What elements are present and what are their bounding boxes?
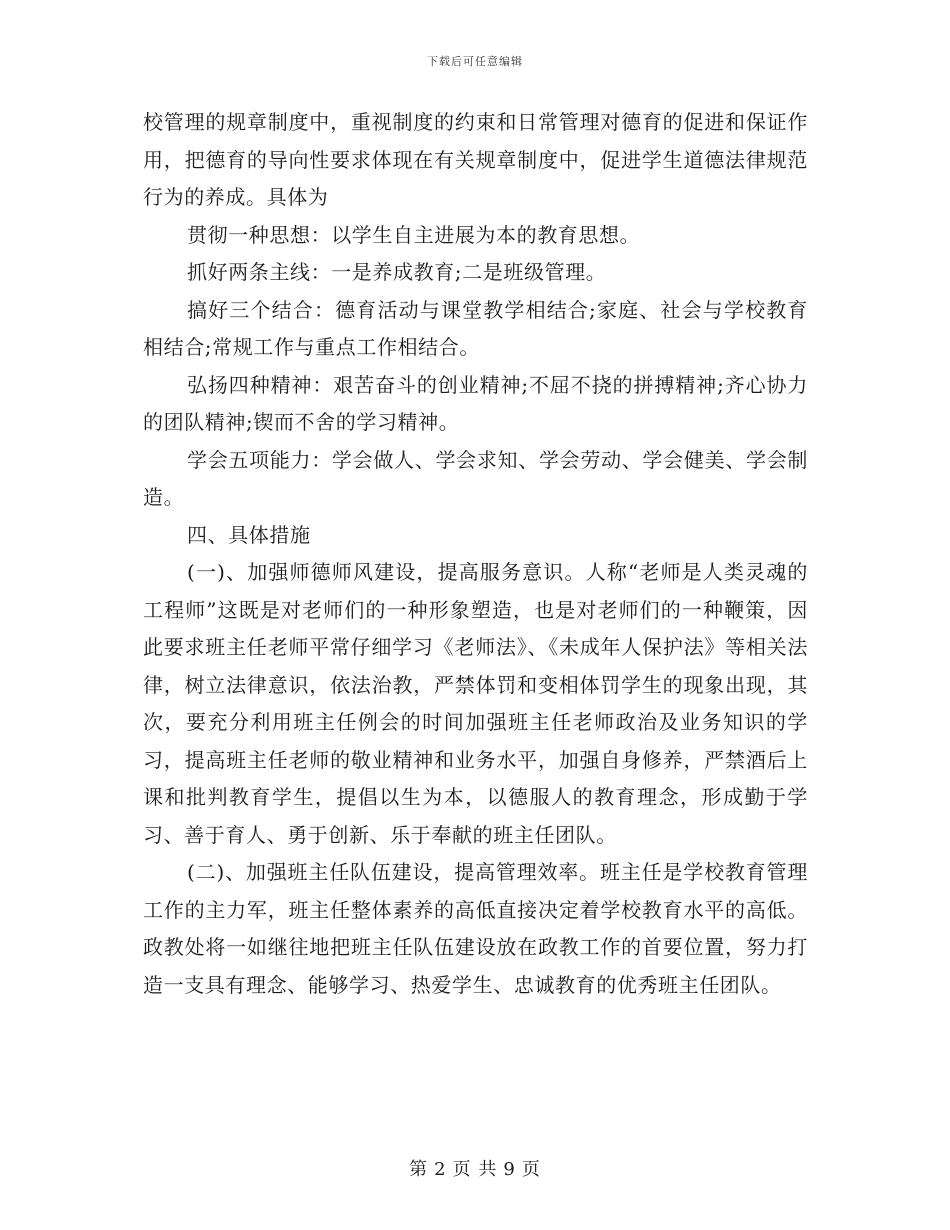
paragraph-continuation: 校管理的规章制度中，重视制度的约束和日常管理对德育的促进和保证作用，把德育的导向性要求体现在有关规章制度中，促进学生道德法律规范行为的养成。具体为 — [143, 110, 808, 209]
paragraph-measure-one: (一)、加强师德师风建设，提高服务意识。人称“老师是人类灵魂的工程师”这既是对老师们的一种形象塑造，也是对老师们的一种鞭策，因此要求班主任老师平常仔细学习《老师法》、《未成年人保护法》等相关法律，树立法律意识，依法治教，严禁体罚和变相体罚学生的现象出现，其次，要充分利用班主任例会的时间加强班主任老师政治及业务知识的学习，提高班主任老师的敬业精神和业务水平，加强自身修养，严禁酒后上课和批判教育学生，提倡以生为本，以德服人的教育理念，形成勤于学习、善于育人、勇于创新、乐于奉献的班主任团队。 — [143, 560, 808, 847]
paragraph-one-thought: 贯彻一种思想：以学生自主进展为本的教育思想。 — [187, 222, 641, 247]
paragraph-two-lines: 抓好两条主线：一是养成教育;二是班级管理。 — [187, 260, 607, 284]
paragraph-four-spirits: 弘扬四种精神：艰苦奋斗的创业精神;不屈不挠的拼搏精神;齐心协力的团队精神;锲而不舍的学习精神。 — [143, 372, 808, 434]
paragraph-five-abilities: 学会五项能力：学会做人、学会求知、学会劳动、学会健美、学会制造。 — [143, 447, 808, 509]
footer-total-pages: 9 — [503, 1159, 516, 1180]
footer-suffix: 页 — [521, 1159, 541, 1180]
paragraph-measure-two: (二)、加强班主任队伍建设，提高管理效率。班主任是学校教育管理工作的主力军，班主任整体素养的高低直接决定着学校教育水平的高低。政教处将一如继往地把班主任队伍建设放在政教工作的首要位置，努力打造一支具有理念、能够学习、热爱学生、忠诚教育的优秀班主任团队。 — [143, 860, 808, 997]
footer-page-number: 2 — [434, 1159, 447, 1180]
footer-middle: 页 共 — [452, 1159, 498, 1180]
document-body — [143, 104, 808, 1004]
page-footer — [0, 1155, 950, 1181]
page-header: 下载后可任意编辑 — [427, 55, 523, 68]
paragraph-three-combinations: 搞好三个结合：德育活动与课堂教学相结合;家庭、社会与学校教育相结合;常规工作与重点工作相结合。 — [143, 297, 808, 359]
section-heading-measures: 四、具体措施 — [187, 522, 311, 547]
footer-prefix: 第 — [409, 1159, 429, 1180]
